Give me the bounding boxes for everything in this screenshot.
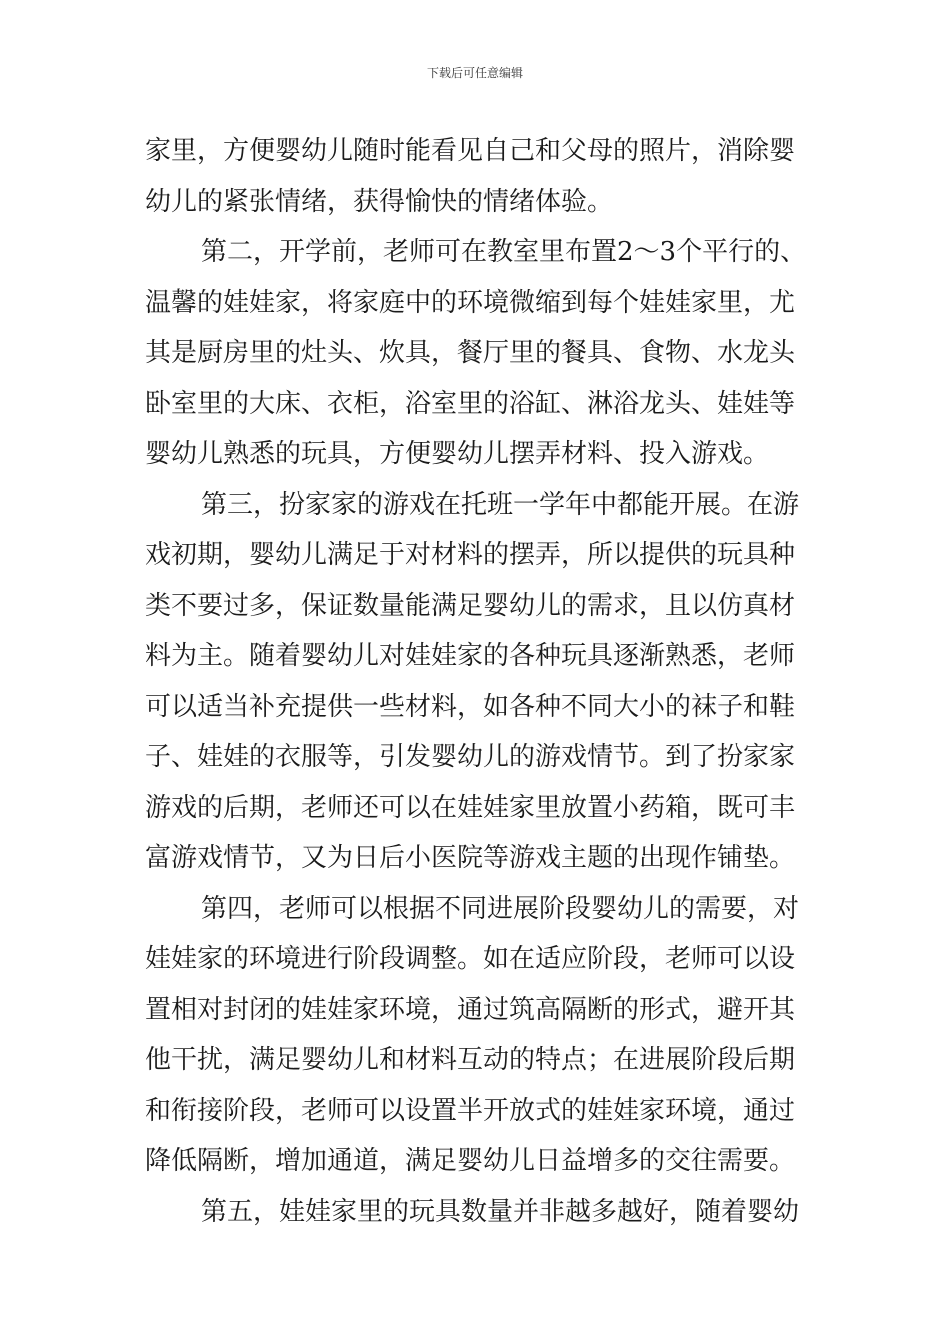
text-line: 游戏的后期，老师还可以在娃娃家里放置小药箱，既可丰: [145, 792, 796, 823]
text-line: 可以适当补充提供一些材料，如各种不同大小的袜子和鞋: [145, 691, 796, 722]
paragraph-start-line: 第三，扮家家的游戏在托班一学年中都能开展。在游: [201, 489, 800, 520]
paragraph-start-line: 第五，娃娃家里的玩具数量并非越多越好，随着婴幼: [201, 1196, 800, 1227]
text-line: 其是厨房里的灶头、炊具，餐厅里的餐具、食物、水龙头: [145, 338, 796, 368]
page-header: 下载后可任意编辑: [426, 66, 523, 80]
text-line: 家里，方便婴幼儿随时能看见自己和父母的照片，消除婴: [145, 136, 796, 166]
text-line: 类不要过多，保证数量能满足婴幼儿的需求，且以仿真材: [145, 590, 796, 621]
text-line: 幼儿的紧张情绪，获得愉快的情绪体验。: [145, 186, 614, 217]
text-line: 子、娃娃的衣服等，引发婴幼儿的游戏情节。到了扮家家: [145, 742, 796, 772]
text-line: 料为主。随着婴幼儿对娃娃家的各种玩具逐渐熟悉，老师: [145, 641, 796, 671]
text-line: 降低隔断，增加通道，满足婴幼儿日益增多的交往需要。: [145, 1146, 796, 1176]
text-line: 他干扰，满足婴幼儿和材料互动的特点；在进展阶段后期: [145, 1045, 796, 1075]
body-text: [145, 126, 810, 1237]
text-line: 置相对封闭的娃娃家环境，通过筑高隔断的形式，避开其: [145, 994, 796, 1025]
text-line: 卧室里的大床、衣柜，浴室里的浴缸、淋浴龙头、娃娃等: [145, 388, 796, 419]
text-line: 温馨的娃娃家，将家庭中的环境微缩到每个娃娃家里，尤: [145, 287, 796, 318]
text-line: 和衔接阶段，老师可以设置半开放式的娃娃家环境，通过: [145, 1095, 796, 1126]
text-line: 富游戏情节，又为日后小医院等游戏主题的出现作铺垫。: [145, 843, 796, 873]
text-line: 婴幼儿熟悉的玩具，方便婴幼儿摆弄材料、投入游戏。: [145, 439, 770, 469]
paragraph-start-line: 第二，开学前，老师可在教室里布置2～3个平行的、: [201, 237, 807, 267]
text-line: 戏初期，婴幼儿满足于对材料的摆弄，所以提供的玩具种: [145, 540, 796, 570]
text-line: 娃娃家的环境进行阶段调整。如在适应阶段，老师可以设: [145, 944, 796, 974]
paragraph-start-line: 第四，老师可以根据不同进展阶段婴幼儿的需要，对: [201, 893, 800, 924]
